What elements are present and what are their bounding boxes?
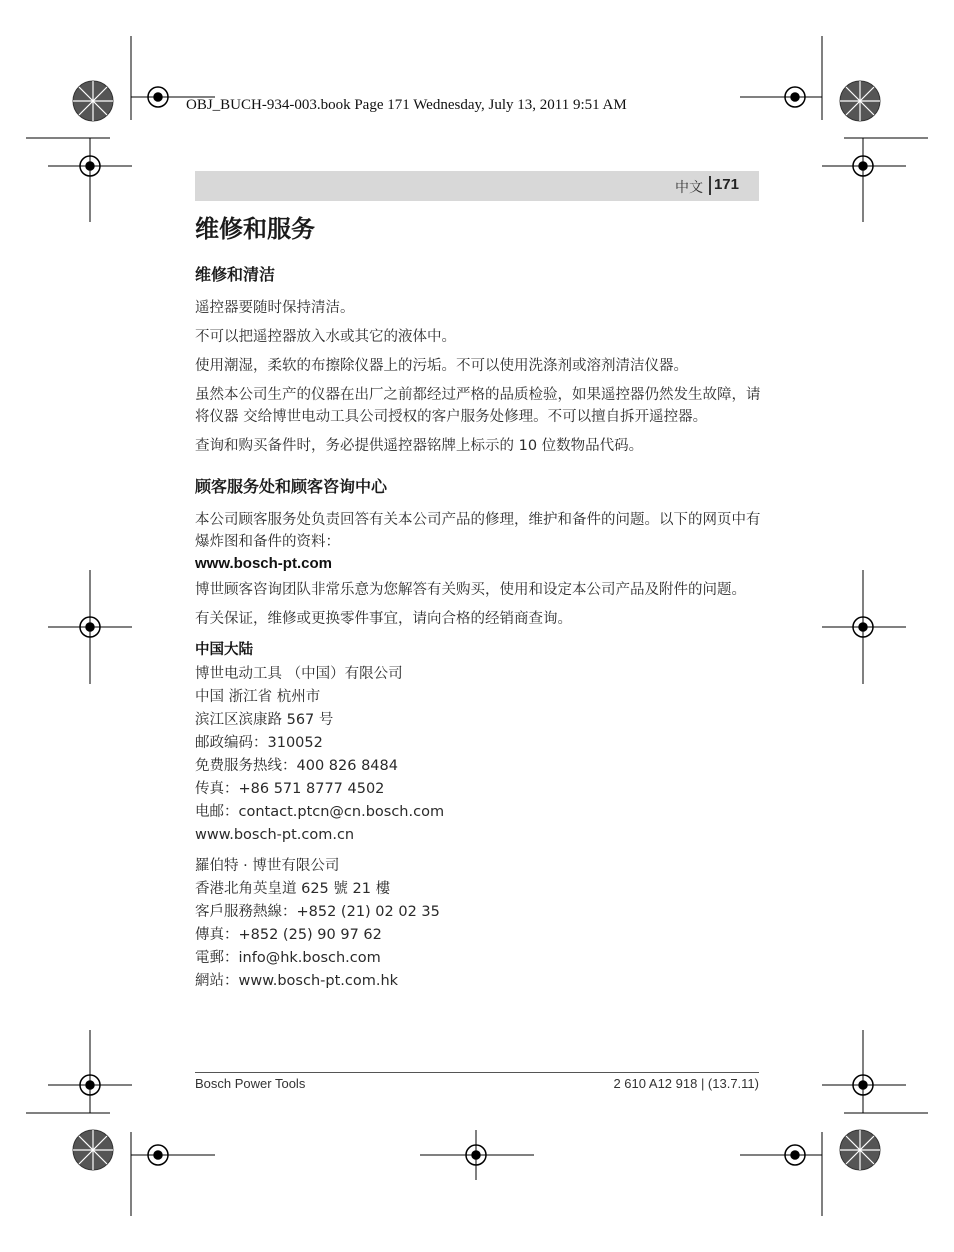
address-line: 香港北角英皇道 625 號 21 樓 — [195, 881, 391, 897]
address-line: 传真：+86 571 8777 4502 — [195, 781, 385, 797]
address-line: 電郵：info@hk.bosch.com — [195, 950, 381, 966]
header-separator — [709, 176, 711, 195]
section-heading-customer-service: 顾客服务处和顾客咨询中心 — [195, 477, 388, 496]
address-line: 免费服务热线：400 826 8484 — [195, 758, 398, 774]
footer-rule — [195, 1072, 759, 1073]
address-mainland — [195, 663, 761, 847]
paragraph: 有关保证，维修或更换零件事宜，请向合格的经销商查询。 — [195, 611, 572, 627]
paragraph: 本公司顾客服务处负责回答有关本公司产品的修理，维护和备件的问题。以下的网页中有爆炸图和备件的资料： — [195, 512, 761, 550]
footer-doc-number: 2 610 A12 918 | (13.7.11) — [613, 1076, 759, 1091]
header-language: 中文 — [675, 180, 703, 196]
page-header-bar — [195, 171, 759, 201]
address-line: 滨江区滨康路 567 号 — [195, 712, 334, 728]
region-heading: 中国大陆 — [195, 642, 253, 658]
address-line: www.bosch-pt.com.cn — [195, 827, 355, 843]
paragraph: 查询和购买备件时，务必提供遥控器铭牌上标示的 10 位数物品代码。 — [195, 438, 644, 454]
footer-brand: Bosch Power Tools — [195, 1076, 306, 1091]
paragraph: 博世顾客咨询团队非常乐意为您解答有关购买，使用和设定本公司产品及附件的问题。 — [195, 582, 746, 598]
address-hongkong — [195, 855, 761, 993]
section-heading-maintenance: 维修和清洁 — [195, 265, 276, 284]
address-line: 中国 浙江省 杭州市 — [195, 689, 321, 705]
website-link[interactable]: www.bosch-pt.com — [195, 555, 332, 572]
address-line: 邮政编码：310052 — [195, 735, 323, 751]
paragraph: 虽然本公司生产的仪器在出厂之前都经过严格的品质检验，如果遥控器仍然发生故障，请将仪器 交给博世电动工具公司授权的客户服务处修理。不可以擅自拆开遥控器。 — [195, 387, 761, 425]
address-line: 網站：www.bosch-pt.com.hk — [195, 973, 399, 989]
page-title: 维修和服务 — [195, 215, 315, 243]
paragraph: 使用潮湿，柔软的布擦除仪器上的污垢。不可以使用洗涤剂或溶剂清洁仪器。 — [195, 358, 688, 374]
page-content — [195, 212, 761, 993]
address-line: 客戶服務熱線：+852 (21) 02 02 35 — [195, 904, 440, 920]
address-line: 傳真：+852 (25) 90 97 62 — [195, 927, 382, 943]
address-line: 电邮：contact.ptcn@cn.bosch.com — [195, 804, 445, 820]
print-slug: OBJ_BUCH-934-003.book Page 171 Wednesday, July 13, 2011 9:51 AM — [186, 97, 627, 113]
address-line: 博世电动工具 （中国）有限公司 — [195, 666, 403, 682]
address-line: 羅伯特 · 博世有限公司 — [195, 858, 340, 874]
paragraph: 不可以把遥控器放入水或其它的液体中。 — [195, 329, 456, 345]
paragraph: 遥控器要随时保持清洁。 — [195, 300, 355, 316]
page-number: 171 — [713, 176, 739, 193]
